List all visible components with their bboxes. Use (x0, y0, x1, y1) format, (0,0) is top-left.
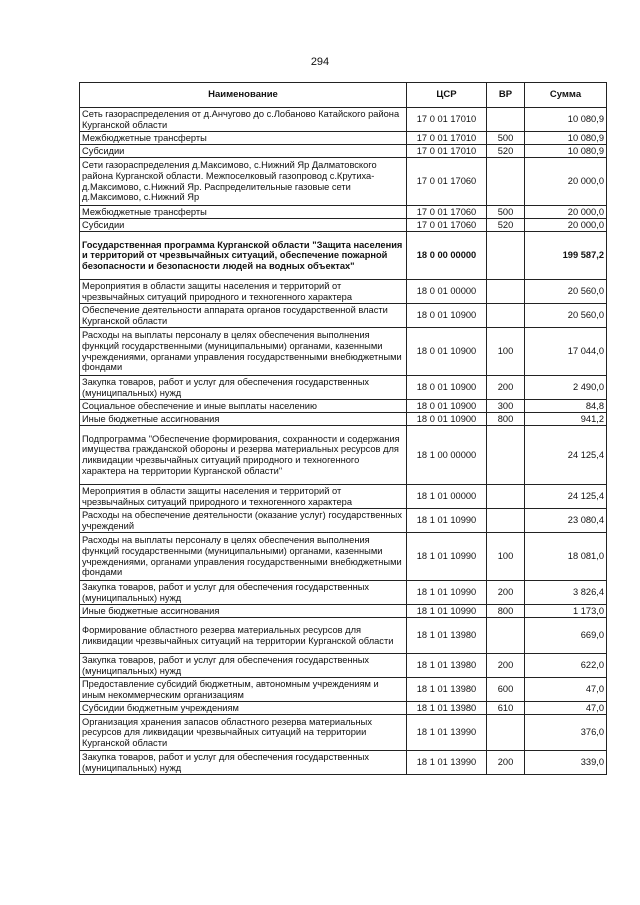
cell-sum: 1 173,0 (525, 605, 607, 618)
table-row (80, 376, 607, 400)
cell-sum: 622,0 (525, 654, 607, 678)
cell-csr: 18 0 00 00000 (407, 232, 487, 280)
page-number: 294 (310, 56, 330, 68)
table-row (80, 108, 607, 132)
cell-sum: 199 587,2 (525, 232, 607, 280)
cell-vr (487, 280, 525, 304)
table-row (80, 158, 607, 206)
cell-csr: 18 1 01 10990 (407, 581, 487, 605)
cell-csr: 18 0 01 10900 (407, 328, 487, 376)
cell-name: Иные бюджетные ассигнования (80, 413, 407, 426)
cell-name: Закупка товаров, работ и услуг для обеспечения государственных (муниципальных) нужд (80, 581, 407, 605)
cell-vr (487, 158, 525, 206)
cell-vr (487, 485, 525, 509)
cell-sum: 84,8 (525, 400, 607, 413)
cell-csr: 18 0 01 00000 (407, 280, 487, 304)
cell-csr: 18 1 01 00000 (407, 485, 487, 509)
cell-name: Субсидии бюджетным учреждениям (80, 702, 407, 715)
budget-table-header (80, 83, 607, 108)
table-row (80, 304, 607, 328)
table-row (80, 426, 607, 485)
cell-sum: 47,0 (525, 678, 607, 702)
cell-sum: 2 490,0 (525, 376, 607, 400)
cell-name: Мероприятия в области защиты населения и территорий от чрезвычайных ситуаций природного и техногенного характера (80, 485, 407, 509)
table-row (80, 280, 607, 304)
cell-name: Сеть газораспределения от д.Анчугово до с.Лобаново Катайского района Курганской области (80, 108, 407, 132)
table-row (80, 485, 607, 509)
cell-vr: 300 (487, 400, 525, 413)
cell-name: Закупка товаров, работ и услуг для обеспечения государственных (муниципальных) нужд (80, 654, 407, 678)
cell-csr: 18 1 01 13990 (407, 715, 487, 751)
cell-name: Сети газораспределения д.Максимово, с.Нижний Яр Далматовского района Курганской области. Межпоселковый газопровод с.Крутиха-д.Максимово, с.Нижний Яр. Распределительные газовые сети д.Максимово, с.Нижний Яр (80, 158, 407, 206)
table-row (80, 654, 607, 678)
cell-name: Расходы на выплаты персоналу в целях обеспечения выполнения функций государственными (муниципальными) органами, казенными учреждениями, органами управления государственными внебюджетными фондами (80, 533, 407, 581)
table-row (80, 678, 607, 702)
cell-sum: 941,2 (525, 413, 607, 426)
cell-sum: 47,0 (525, 702, 607, 715)
cell-sum: 20 000,0 (525, 219, 607, 232)
cell-csr: 18 1 01 13980 (407, 654, 487, 678)
cell-csr: 18 1 01 10990 (407, 509, 487, 533)
cell-name: Мероприятия в области защиты населения и территорий от чрезвычайных ситуаций природного и техногенного характера (80, 280, 407, 304)
table-row (80, 509, 607, 533)
table-row (80, 581, 607, 605)
table-row (80, 413, 607, 426)
cell-vr: 100 (487, 328, 525, 376)
cell-sum: 18 081,0 (525, 533, 607, 581)
cell-name: Иные бюджетные ассигнования (80, 605, 407, 618)
cell-name: Закупка товаров, работ и услуг для обеспечения государственных (муниципальных) нужд (80, 751, 407, 775)
cell-vr (487, 304, 525, 328)
cell-vr: 100 (487, 533, 525, 581)
header-row (80, 83, 607, 108)
cell-name: Субсидии (80, 219, 407, 232)
cell-vr: 500 (487, 206, 525, 219)
cell-vr: 200 (487, 654, 525, 678)
table-row (80, 145, 607, 158)
table-row (80, 400, 607, 413)
cell-sum: 10 080,9 (525, 145, 607, 158)
cell-sum: 24 125,4 (525, 485, 607, 509)
budget-table (79, 82, 607, 775)
cell-name: Обеспечение деятельности аппарата органов государственной власти Курганской области (80, 304, 407, 328)
cell-vr (487, 232, 525, 280)
cell-vr: 520 (487, 145, 525, 158)
cell-csr: 17 0 01 17010 (407, 145, 487, 158)
cell-vr (487, 108, 525, 132)
cell-vr: 800 (487, 413, 525, 426)
cell-sum: 3 826,4 (525, 581, 607, 605)
cell-sum: 669,0 (525, 618, 607, 654)
table-row (80, 715, 607, 751)
cell-sum: 20 560,0 (525, 280, 607, 304)
table-row (80, 232, 607, 280)
cell-vr: 520 (487, 219, 525, 232)
cell-name: Субсидии (80, 145, 407, 158)
cell-name: Расходы на обеспечение деятельности (оказание услуг) государственных учреждений (80, 509, 407, 533)
table-row (80, 751, 607, 775)
cell-sum: 10 080,9 (525, 132, 607, 145)
cell-name: Закупка товаров, работ и услуг для обеспечения государственных (муниципальных) нужд (80, 376, 407, 400)
cell-name: Социальное обеспечение и иные выплаты населению (80, 400, 407, 413)
cell-csr: 17 0 01 17060 (407, 219, 487, 232)
header-vr: ВР (487, 83, 525, 108)
cell-csr: 18 1 01 10990 (407, 533, 487, 581)
cell-vr: 200 (487, 751, 525, 775)
cell-name: Формирование областного резерва материальных ресурсов для ликвидации чрезвычайных ситуаций на территории Курганской области (80, 618, 407, 654)
cell-vr (487, 715, 525, 751)
cell-csr: 17 0 01 17060 (407, 206, 487, 219)
cell-csr: 18 1 01 13980 (407, 702, 487, 715)
cell-sum: 20 000,0 (525, 206, 607, 219)
cell-vr: 200 (487, 581, 525, 605)
cell-name: Расходы на выплаты персоналу в целях обеспечения выполнения функций государственными (муниципальными) органами, казенными учреждениями, органами управления государственными внебюджетными фондами (80, 328, 407, 376)
cell-sum: 339,0 (525, 751, 607, 775)
cell-name: Организация хранения запасов областного резерва материальных ресурсов для ликвидации чрезвычайных ситуаций на территории Курганской области (80, 715, 407, 751)
table-row (80, 702, 607, 715)
cell-csr: 18 0 01 10900 (407, 304, 487, 328)
cell-vr (487, 509, 525, 533)
cell-vr: 600 (487, 678, 525, 702)
table-row (80, 605, 607, 618)
table-row (80, 618, 607, 654)
cell-csr: 18 0 01 10900 (407, 413, 487, 426)
cell-csr: 17 0 01 17060 (407, 158, 487, 206)
cell-name: Межбюджетные трансферты (80, 206, 407, 219)
cell-sum: 20 560,0 (525, 304, 607, 328)
cell-name: Подпрограмма "Обеспечение формирования, сохранности и содержания имущества гражданской обороны и резерва материальных ресурсов для ликвидации чрезвычайных ситуаций природного и техногенного характера на территории Курганской области" (80, 426, 407, 485)
budget-table-body (80, 108, 607, 775)
cell-vr: 800 (487, 605, 525, 618)
header-name: Наименование (80, 83, 407, 108)
header-csr: ЦСР (407, 83, 487, 108)
cell-csr: 18 0 01 10900 (407, 400, 487, 413)
cell-vr: 610 (487, 702, 525, 715)
cell-name: Государственная программа Курганской области "Защита населения и территорий от чрезвычайных ситуаций, обеспечение пожарной безопасности и безопасности людей на водных объектах" (80, 232, 407, 280)
cell-csr: 18 1 01 10990 (407, 605, 487, 618)
table-row (80, 206, 607, 219)
cell-sum: 23 080,4 (525, 509, 607, 533)
cell-csr: 18 1 00 00000 (407, 426, 487, 485)
table-row (80, 328, 607, 376)
cell-csr: 17 0 01 17010 (407, 132, 487, 145)
table-row (80, 219, 607, 232)
cell-sum: 10 080,9 (525, 108, 607, 132)
cell-name: Предоставление субсидий бюджетным, автономным учреждениям и иным некоммерческим организациям (80, 678, 407, 702)
header-sum: Сумма (525, 83, 607, 108)
cell-sum: 17 044,0 (525, 328, 607, 376)
cell-csr: 18 1 01 13980 (407, 618, 487, 654)
cell-vr: 500 (487, 132, 525, 145)
cell-sum: 24 125,4 (525, 426, 607, 485)
table-row (80, 132, 607, 145)
cell-csr: 18 0 01 10900 (407, 376, 487, 400)
cell-sum: 20 000,0 (525, 158, 607, 206)
cell-name: Межбюджетные трансферты (80, 132, 407, 145)
cell-csr: 18 1 01 13990 (407, 751, 487, 775)
cell-csr: 17 0 01 17010 (407, 108, 487, 132)
table-row (80, 533, 607, 581)
cell-sum: 376,0 (525, 715, 607, 751)
cell-csr: 18 1 01 13980 (407, 678, 487, 702)
cell-vr (487, 426, 525, 485)
cell-vr (487, 618, 525, 654)
cell-vr: 200 (487, 376, 525, 400)
